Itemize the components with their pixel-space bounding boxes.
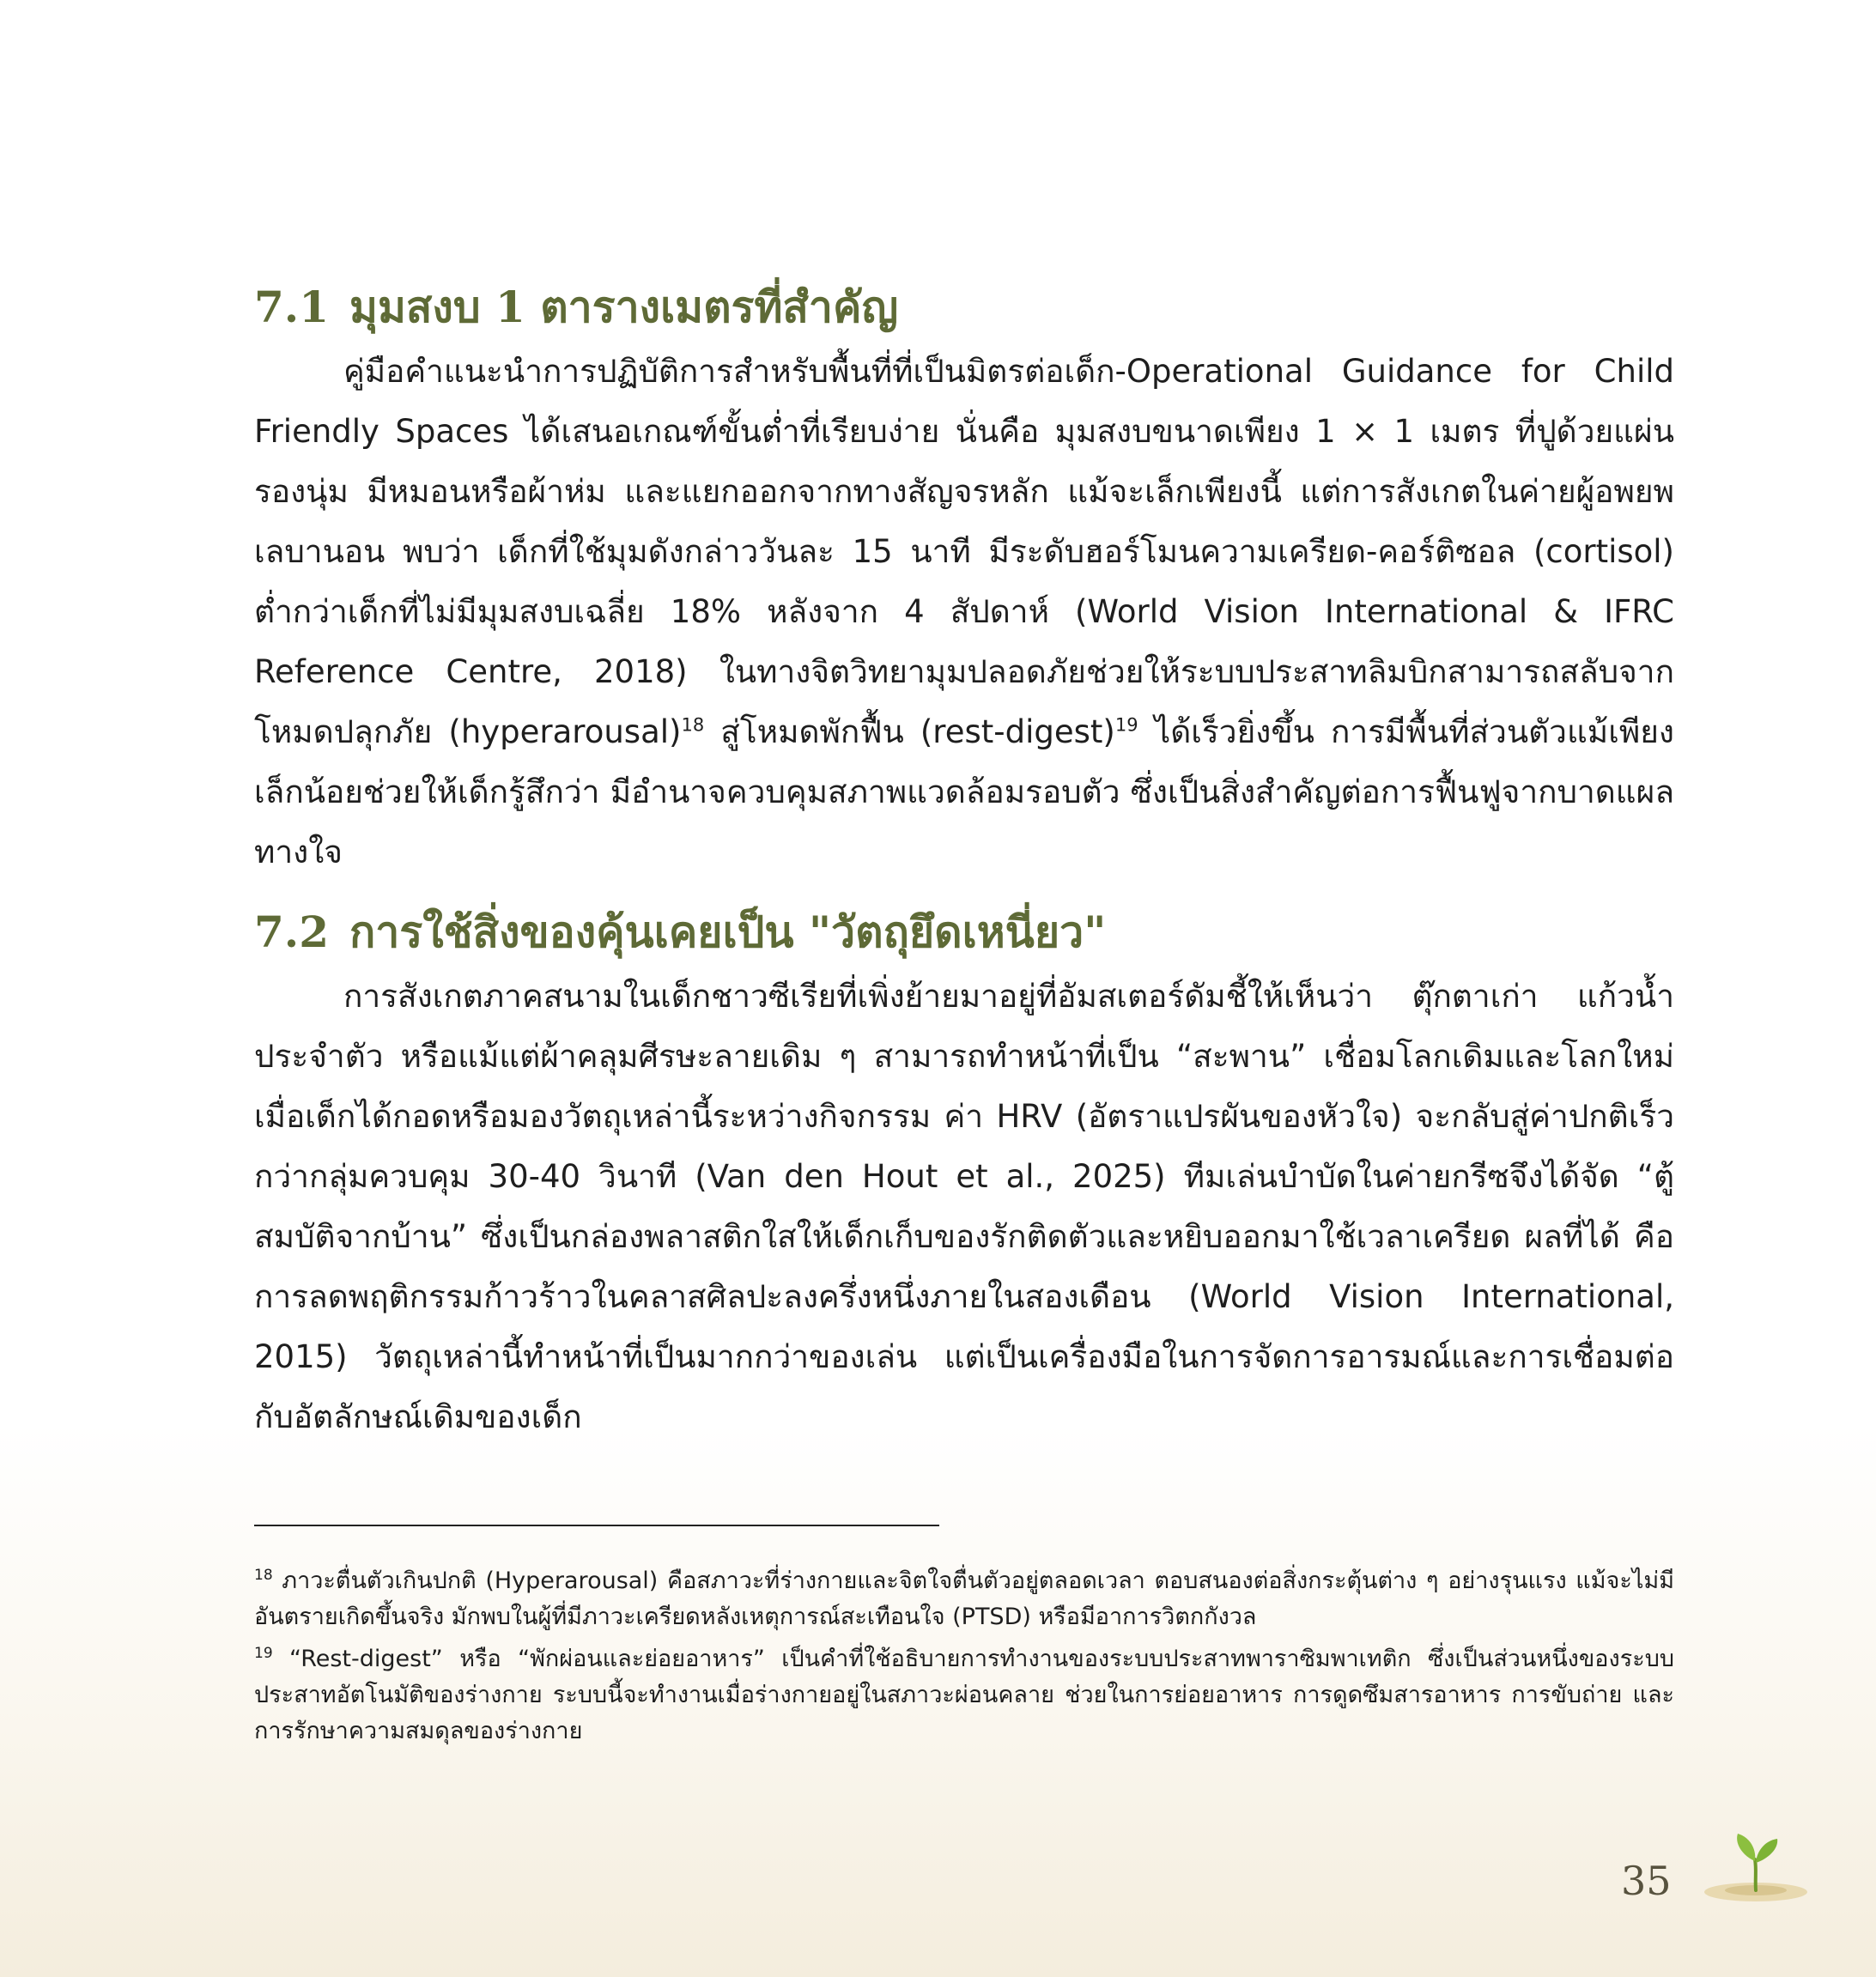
page-body	[254, 273, 1674, 1447]
footnotes	[254, 1557, 1674, 1750]
section-heading-7-1	[254, 273, 1674, 342]
paragraph-text: ได้เร็วยิ่งขึ้น การมีพื้นที่ส่วนตัวแม้เพียงเล็กน้อยช่วยให้เด็กรู้สึกว่า มีอำนาจควบคุมสภาพแวดล้อมรอบตัว ซึ่งเป็นสิ่งสำคัญต่อการฟื้นฟูจากบาดแผลทางใจ	[254, 713, 1674, 870]
section-title: การใช้สิ่งของคุ้นเคยเป็น "วัตถุยึดเหนี่ยว"	[349, 907, 1107, 957]
footnote-18	[254, 1557, 1674, 1635]
footnote-text: ภาวะตื่นตัวเกินปกติ (Hyperarousal) คือสภาวะที่ร่างกายและจิตใจตื่นตัวอยู่ตลอดเวลา ตอบสนองต่อสิ่งกระตุ้นต่าง ๆ อย่างรุนแรง แม้จะไม่มีอันตรายเกิดขึ้นจริง มักพบในผู้ที่มีภาวะเครียดหลังเหตุการณ์สะเทือนใจ (PTSD) หรือมีอาการวิตกกังวล	[254, 1568, 1674, 1630]
footnote-19	[254, 1635, 1674, 1750]
paragraph-text: สู่โหมดพักฟื้น (rest-digest)	[704, 713, 1115, 750]
footnote-divider	[254, 1525, 939, 1526]
footnote-ref-18[interactable]: 18	[681, 714, 705, 736]
sprout-icon	[1700, 1818, 1812, 1904]
section-number: 7.1	[254, 282, 329, 332]
section-title: มุมสงบ 1 ตารางเมตรที่สำคัญ	[349, 282, 899, 332]
paragraph-text: คู่มือคำแนะนำการปฏิบัติการสำหรับพื้นที่ที่เป็นมิตรต่อเด็ก-Operational Guidance for Child Friendly Spaces ได้เสนอเกณฑ์ขั้นต่ำที่เรียบง่าย นั่นคือ มุมสงบขนาดเพียง 1 × 1 เมตร ที่ปูด้วยแผ่นรองนุ่ม มีหมอนหรือผ้าห่ม และแยกออกจากทางสัญจรหลัก แม้จะเล็กเพียงนี้ แต่การสังเกตในค่ายผู้อพยพเลบานอน พบว่า เด็กที่ใช้มุมดังกล่าววันละ 15 นาที มีระดับฮอร์โมนความเครียด-คอร์ติซอล (cortisol) ต่ำกว่าเด็กที่ไม่มีมุมสงบเฉลี่ย 18% หลังจาก 4 สัปดาห์ (World Vision International & IFRC Reference Centre, 2018) ในทางจิตวิทยามุมปลอดภัยช่วยให้ระบบประสาทลิมบิกสามารถสลับจากโหมดปลุกภัย (hyperarousal)	[254, 353, 1674, 750]
page-number: 35	[1621, 1858, 1672, 1904]
footnote-ref-19[interactable]: 19	[1114, 714, 1138, 736]
footnote-text: “Rest-digest” หรือ “พักผ่อนและย่อยอาหาร” เป็นคำที่ใช้อธิบายการทำงานของระบบประสาทพาราซิมพาเทติก ซึ่งเป็นส่วนหนึ่งของระบบประสาทอัตโนมัติของร่างกาย ระบบนี้จะทำงานเมื่อร่างกายอยู่ในสภาวะผ่อนคลาย ช่วยในการย่อยอาหาร การดูดซึมสารอาหาร การขับถ่าย และการรักษาความสมดุลของร่างกาย	[254, 1646, 1674, 1744]
footnote-mark: 19	[254, 1645, 273, 1662]
footnote-mark: 18	[254, 1567, 273, 1584]
section-number: 7.2	[254, 907, 329, 957]
section-paragraph-7-1	[254, 342, 1674, 882]
section-paragraph-7-2: การสังเกตภาคสนามในเด็กชาวซีเรียที่เพิ่งย้ายมาอยู่ที่อัมสเตอร์ดัมชี้ให้เห็นว่า ตุ๊กตาเก่า แก้วน้ำประจำตัว หรือแม้แต่ผ้าคลุมศีรษะลายเดิม ๆ สามารถทำหน้าที่เป็น “สะพาน” เชื่อมโลกเดิมและโลกใหม่ เมื่อเด็กได้กอดหรือมองวัตถุเหล่านี้ระหว่างกิจกรรม ค่า HRV (อัตราแปรผันของหัวใจ) จะกลับสู่ค่าปกติเร็วกว่ากลุ่มควบคุม 30-40 วินาที (Van den Hout et al., 2025) ทีมเล่นบำบัดในค่ายกรีซจึงได้จัด “ตู้สมบัติจากบ้าน” ซึ่งเป็นกล่องพลาสติกใสให้เด็กเก็บของรักติดตัวและหยิบออกมาใช้เวลาเครียด ผลที่ได้ คือการลดพฤติกรรมก้าวร้าวในคลาสศิลปะลงครึ่งหนึ่งภายในสองเดือน (World Vision International, 2015) วัตถุเหล่านี้ทำหน้าที่เป็นมากกว่าของเล่น แต่เป็นเครื่องมือในการจัดการอารมณ์และการเชื่อมต่อกับอัตลักษณ์เดิมของเด็ก	[254, 978, 1674, 1435]
section-heading-7-2	[254, 898, 1674, 967]
